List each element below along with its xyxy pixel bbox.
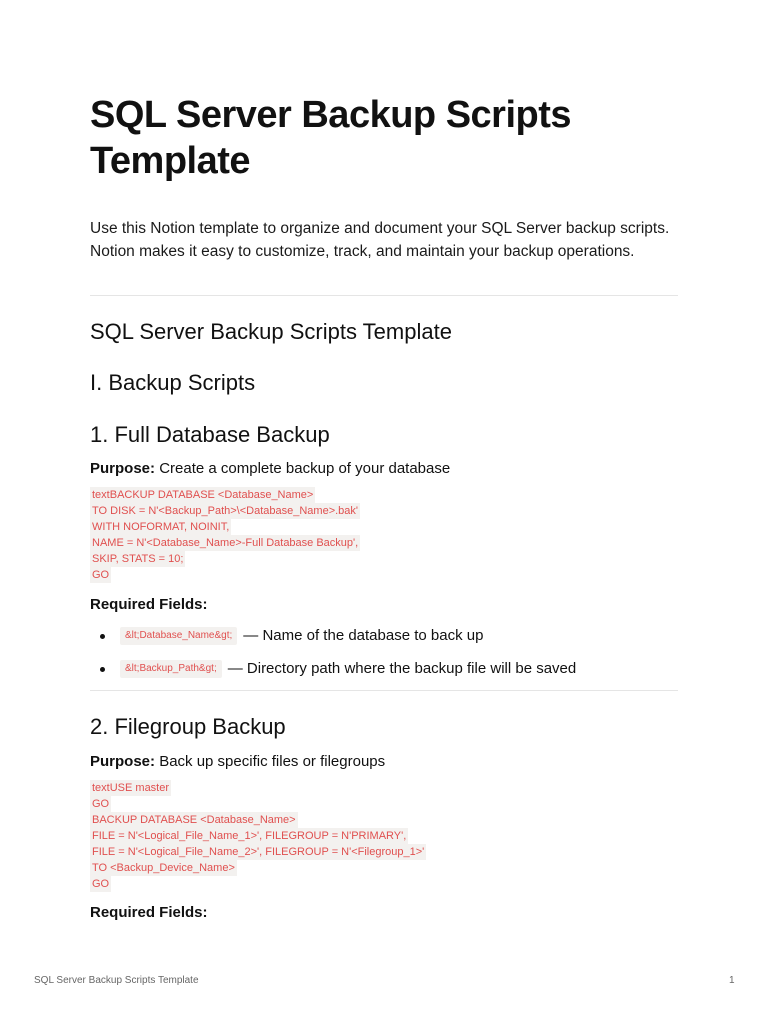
inline-code: &lt;Backup_Path&gt; [120,660,222,678]
purpose-label: Purpose: [90,753,156,770]
code-line: FILE = N'<Logical_File_Name_1>', FILEGROUP = N'PRIMARY', [92,830,407,842]
footer-page-number: 1 [729,975,735,986]
field-description: — Directory path where the backup file will be saved [227,660,577,677]
code-line: textBACKUP DATABASE <Database_Name> [92,489,314,501]
code-line: TO <Backup_Device_Name> [92,862,235,874]
section-heading-backup-scripts: I. Backup Scripts [90,370,256,395]
code-line: WITH NOFORMAT, NOINIT, [92,521,230,533]
subsection-heading-filegroup-backup: 2. Filegroup Backup [90,714,286,739]
bullet-icon [100,634,105,639]
code-line: BACKUP DATABASE <Database_Name> [92,814,296,826]
required-fields-label: Required Fields: [90,596,208,613]
code-block-filegroup-backup [90,780,426,892]
purpose-text: Back up specific files or filegroups [159,753,386,770]
code-line: GO [92,798,110,810]
section-heading-main: SQL Server Backup Scripts Template [90,319,452,344]
purpose-line [90,459,450,479]
required-fields-label: Required Fields: [90,904,208,921]
purpose-line [90,752,385,772]
field-description: — Name of the database to back up [243,627,484,644]
code-line: NAME = N'<Database_Name>-Full Database Backup', [92,537,359,549]
code-line: SKIP, STATS = 10; [92,553,184,565]
purpose-text: Create a complete backup of your database [159,460,451,477]
code-line: GO [92,569,110,581]
code-line: TO DISK = N'<Backup_Path>\<Database_Name>.bak' [92,505,359,517]
inline-code: &lt;Database_Name&gt; [120,627,237,645]
document-title: SQL Server Backup Scripts Template [90,94,572,182]
code-line: textUSE master [92,782,170,794]
subsection-heading-full-backup: 1. Full Database Backup [90,422,330,447]
list-item [100,659,576,679]
code-line: GO [92,878,110,890]
purpose-label: Purpose: [90,460,156,477]
code-block-full-backup [90,487,360,583]
code-line: FILE = N'<Logical_File_Name_2>', FILEGROUP = N'<Filegroup_1>' [92,846,425,858]
divider [90,690,678,691]
divider [90,295,678,296]
footer-doc-name: SQL Server Backup Scripts Template [34,975,199,986]
bullet-icon [100,667,105,672]
list-item [100,626,483,646]
intro-paragraph: Use this Notion template to organize and document your SQL Server backup scripts. Notion makes it easy to customize, track, and maintain your backup operations. [90,220,670,260]
